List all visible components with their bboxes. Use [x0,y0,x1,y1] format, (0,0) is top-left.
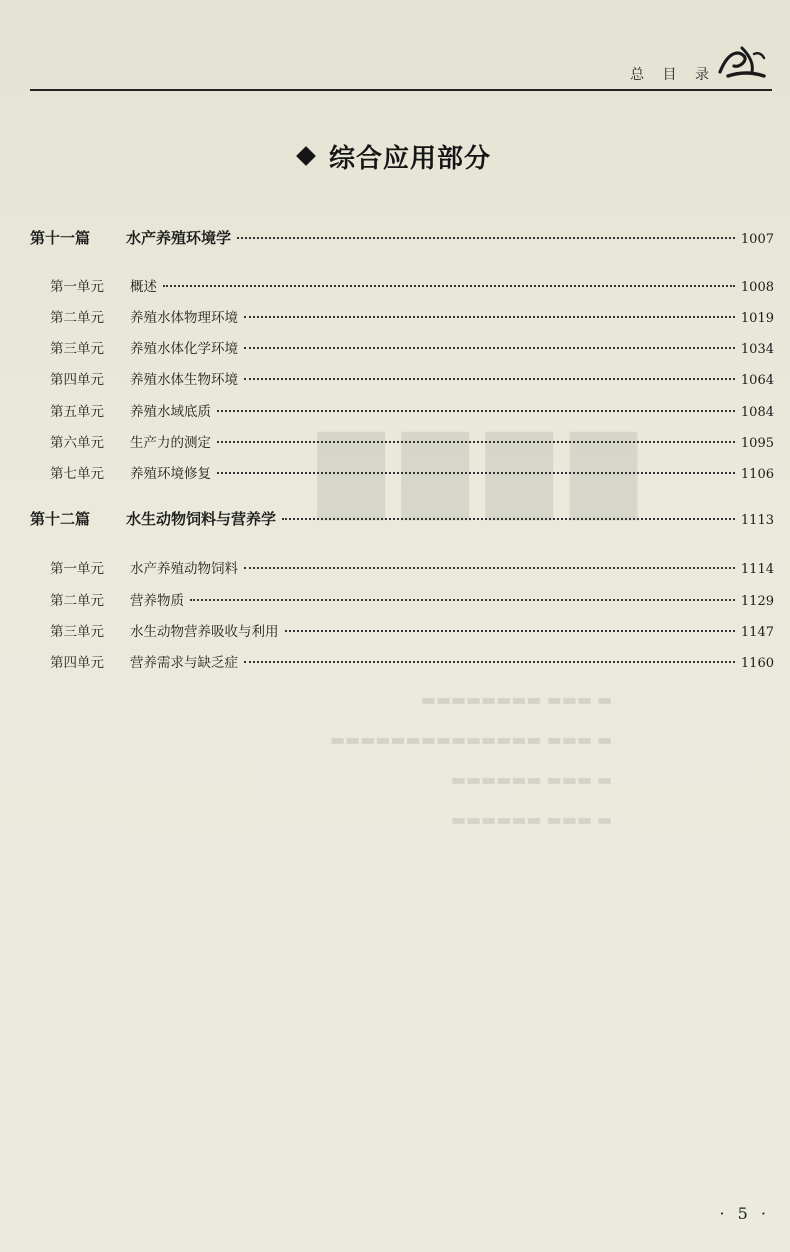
dot-leader [163,285,735,287]
section-heading [0,138,790,175]
toc-part-number: 第十一篇 [30,229,91,247]
dot-leader [217,410,735,412]
dot-leader [244,661,735,663]
toc-unit-title: 养殖环境修复 [130,466,211,482]
toc-unit-number: 第三单元 [50,341,104,357]
toc-unit-number: 第五单元 [50,404,104,420]
toc-part-title: 水生动物饲料与营养学 [126,510,277,528]
toc-unit-title: 养殖水体物理环境 [130,310,238,326]
toc-unit[interactable] [50,368,774,388]
dot-leader [244,567,735,569]
toc-page-number: 1160 [740,656,774,671]
toc-unit-number: 第二单元 [50,593,104,609]
toc-part-11[interactable] [30,227,774,248]
toc-unit-number: 第四单元 [50,372,104,388]
toc-unit-title: 概述 [130,279,157,295]
folio-page-number: · 5 · [719,1204,770,1223]
toc-page-number: 1007 [740,232,774,247]
toc-unit[interactable] [50,651,774,671]
header-rule [30,89,772,91]
calligraphy-logo-icon [714,42,768,82]
toc-page-number: 1129 [740,594,774,609]
toc-unit[interactable] [50,337,774,357]
toc-unit[interactable] [50,620,774,640]
toc-page-number: 1095 [740,436,774,451]
toc-unit-title: 养殖水体生物环境 [130,372,238,388]
toc-unit[interactable] [50,400,774,420]
toc-unit-number: 第一单元 [50,279,104,295]
running-head: 总 目 录 [630,67,716,83]
toc-unit-title: 养殖水体化学环境 [130,341,238,357]
toc-unit[interactable] [50,589,774,609]
toc-page-number: 1084 [740,405,774,420]
toc-unit-title: 生产力的测定 [130,435,211,451]
toc-page-number: 1064 [740,373,774,388]
show-through-decoration: ▇▇▇▇ [300,420,637,520]
dot-leader [244,347,735,349]
dot-leader [285,630,735,632]
toc-unit-number: 第三单元 [50,624,104,640]
toc-page-number: 1114 [740,562,774,577]
toc-unit-number: 第四单元 [50,655,104,671]
diamond-bullet-icon [296,146,316,166]
toc-unit-number: 第六单元 [50,435,104,451]
toc-page-number: 1008 [740,280,774,295]
toc-page-number: 1034 [740,342,774,357]
toc-page-number: 1019 [740,311,774,326]
toc-unit-number: 第七单元 [50,466,104,482]
dot-leader [244,378,735,380]
toc-unit-title: 水产养殖动物饲料 [130,561,238,577]
toc-page-number: 1106 [740,467,774,482]
section-heading-text: 综合应用部分 [328,144,491,174]
toc-part-number: 第十二篇 [30,510,91,528]
toc-unit[interactable] [50,306,774,326]
toc-unit-title: 营养物质 [130,593,184,609]
toc-unit[interactable] [50,462,774,482]
dot-leader [282,518,735,520]
dot-leader [217,441,735,443]
toc-unit-number: 第一单元 [50,561,104,577]
dot-leader [237,237,735,239]
toc-part-title: 水产养殖环境学 [126,229,232,247]
toc-unit[interactable] [50,557,774,577]
toc-unit-title: 营养需求与缺乏症 [130,655,238,671]
toc-unit-title: 水生动物营养吸收与利用 [130,624,279,640]
toc-page-number: 1113 [740,513,774,528]
toc-unit[interactable] [50,275,774,295]
toc-part-12[interactable] [30,508,774,529]
dot-leader [217,472,735,474]
toc-unit-title: 养殖水域底质 [130,404,211,420]
dot-leader [190,599,735,601]
toc-page-number: 1147 [740,625,774,640]
toc-unit[interactable] [50,431,774,451]
toc-unit-number: 第二单元 [50,310,104,326]
show-through-lines-decoration: ▬ ▬▬▬ ▬▬▬▬▬▬▬▬ ▬ ▬▬▬ ▬▬▬▬▬▬▬▬▬▬▬▬▬▬ ▬ ▬▬▬ ▬▬▬▬▬▬ ▬ ▬▬▬ ▬▬▬▬▬▬ [330,690,613,829]
dot-leader [244,316,735,318]
